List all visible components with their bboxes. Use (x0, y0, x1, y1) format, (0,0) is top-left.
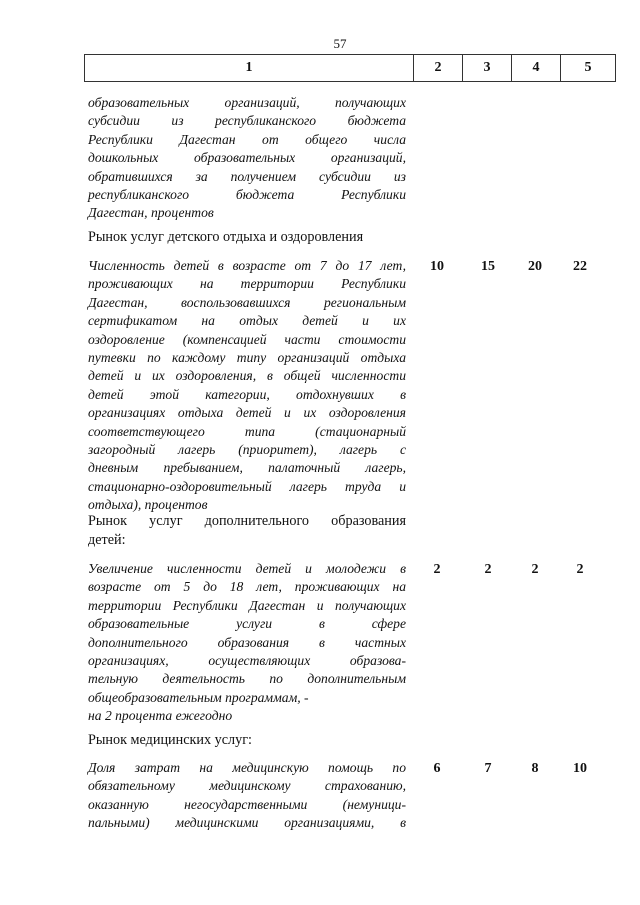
indicator-line: дневным пребыванием, палаточный лагерь, (88, 460, 406, 476)
indicator-line: дополнительного образования в частных (88, 634, 406, 650)
value-col-4: 20 (528, 259, 542, 274)
indicator-line: Численность детей в возрасте от 7 до 17 лет, (88, 258, 406, 273)
indicator-line: путевки по каждому типу организаций отдыха (88, 350, 406, 366)
indicator-line: организациях отдыха детей и их оздоровления (88, 405, 406, 421)
section-title-line: Рынок услуг дополнительного образования (88, 513, 406, 529)
indicator-line: соответствующего типа (стационарный (88, 423, 406, 439)
section-title-additional-education (88, 512, 406, 549)
indicator-additional-education (88, 560, 406, 726)
value-col-2: 6 (433, 761, 441, 776)
indicator-line: Доля затрат на медицинскую помощь по (88, 760, 406, 775)
value-col-5: 2 (576, 562, 584, 577)
indicator-line: детей этой категории, отдохнувших в (88, 386, 406, 402)
column-header-2: 2 (414, 55, 463, 82)
indicator-line: проживающих на территории Республики (88, 276, 406, 292)
indicator-line: загородный лагерь (приоритет), лагерь с (88, 442, 406, 458)
indicator-line: республиканского бюджета Республики (88, 187, 406, 203)
indicator-line: отдыха), процентов (88, 497, 208, 513)
indicator-line: пальными) медицинскими организациями, в (88, 815, 406, 831)
column-header-3: 3 (463, 55, 512, 82)
indicator-line: Дагестан, воспользовавшихся региональным (88, 294, 406, 310)
column-header-5: 5 (561, 55, 616, 82)
indicator-line: оказанную негосударственными (немуници- (88, 796, 406, 812)
section-title-line: детей: (88, 531, 126, 548)
indicator-line: стационарно-оздоровительный лагерь труда и (88, 478, 406, 494)
indicator-line: сертификатом на отдых детей и их (88, 313, 406, 329)
indicator-line: дошкольных образовательных организаций, (88, 150, 406, 166)
value-col-2: 2 (433, 562, 441, 577)
section-title-medical-services (88, 731, 406, 750)
value-col-3: 15 (481, 259, 495, 274)
value-col-4: 8 (531, 761, 539, 776)
indicator-line: Республики Дагестан от общего числа (88, 131, 406, 147)
indicator-line: детей и их оздоровления, в общей численности (88, 368, 406, 384)
value-col-2: 10 (430, 259, 444, 274)
indicator-line: обязательному медицинскому страхованию, (88, 778, 406, 794)
indicator-line: обратившихся за получением субсидии из (88, 168, 406, 184)
indicator-line: возрасте от 5 до 18 лет, проживающих на (88, 579, 406, 595)
table-header-row (84, 54, 616, 82)
indicator-childrens-recreation (88, 257, 406, 515)
section-title-line: Рынок услуг детского отдыха и оздоровления (88, 229, 364, 245)
indicator-line: тельную деятельность по дополнительным (88, 671, 406, 687)
indicator-line: Увеличение численности детей и молодежи в (88, 561, 406, 576)
continued-indicator-text (88, 94, 406, 223)
indicator-line: образовательных организаций, получающих (88, 95, 406, 110)
indicator-line: организациях, осуществляющих образова- (88, 653, 406, 669)
page-number: 57 (333, 36, 347, 51)
indicator-line: образовательные услуги в сфере (88, 616, 406, 632)
value-col-5: 10 (573, 761, 587, 776)
indicator-medical-services (88, 759, 406, 833)
value-col-3: 2 (484, 562, 492, 577)
indicator-line: субсидии из республиканского бюджета (88, 113, 406, 129)
indicator-line: территории Республики Дагестан и получающих (88, 597, 406, 613)
indicator-line: Дагестан, процентов (88, 205, 214, 221)
section-title-childrens-recreation (88, 228, 406, 247)
value-col-4: 2 (531, 562, 539, 577)
column-header-1: 1 (85, 55, 414, 82)
indicator-line: оздоровление (компенсацией части стоимости (88, 331, 406, 347)
indicator-line: общеобразовательным программам, - (88, 689, 309, 705)
value-col-5: 22 (573, 259, 587, 274)
indicator-line: на 2 процента ежегодно (88, 708, 233, 724)
column-header-4: 4 (512, 55, 561, 82)
section-title-line: Рынок медицинских услуг: (88, 732, 252, 748)
value-col-3: 7 (484, 761, 492, 776)
